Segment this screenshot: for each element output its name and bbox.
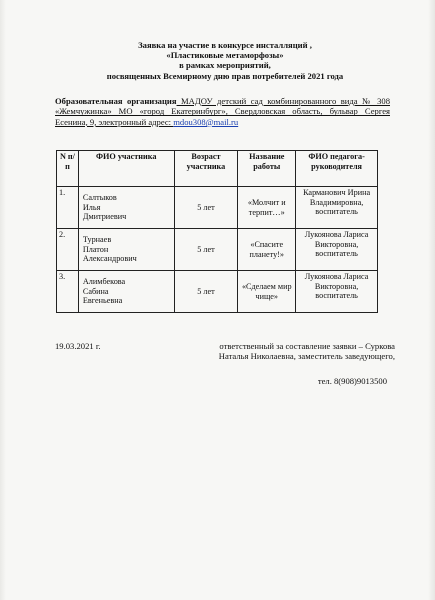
responsible-person [195, 341, 395, 362]
header-number: N п/п [57, 151, 79, 187]
patronymic: Дмитриевич [82, 212, 127, 222]
teacher-name: Карманович Ирина Владимировна, воспитатель [296, 187, 378, 229]
title-line-1: Заявка на участие в конкурсе инсталляций , [138, 40, 312, 50]
first-name: Платон [82, 244, 109, 254]
participant-name [78, 187, 174, 229]
row-number: 1. [57, 187, 79, 229]
participant-age: 5 лет [174, 271, 238, 313]
patronymic: Евгеньевна [82, 296, 123, 306]
work-title: «Сделаем мир чище» [238, 271, 296, 313]
organization-text: МАДОУ детский сад комбинированного вида № 308 «Жемчужинка» МО «город Екатеринбург», Свердловская область, бульвар Сергея Есенина, 9, электронный адрес: [55, 96, 390, 127]
table-row [57, 271, 378, 313]
surname: Алимбекова [82, 277, 126, 287]
header-work: Название работы [238, 151, 296, 187]
participants-table [56, 150, 378, 313]
participant-name [78, 271, 174, 313]
row-number: 3. [57, 271, 79, 313]
table-row [57, 229, 378, 271]
organization-info [55, 96, 390, 127]
teacher-name: Лукоянова Лариса Викторовна, воспитатель [296, 229, 378, 271]
header-fio: ФИО участника [78, 151, 174, 187]
table-row [57, 187, 378, 229]
teacher-name: Лукоянова Лариса Викторовна, воспитатель [296, 271, 378, 313]
participant-name [78, 229, 174, 271]
first-name: Илья [82, 202, 101, 212]
surname: Салтыков [82, 193, 117, 203]
row-number: 2. [57, 229, 79, 271]
title-line-3: в рамках мероприятий, [179, 60, 271, 71]
surname: Турнаев [82, 235, 112, 245]
first-name: Сабина [82, 286, 109, 296]
document-date: 19.03.2021 г. [55, 341, 101, 351]
document-title [40, 40, 410, 81]
organization-label: Образовательная организация [55, 96, 177, 106]
responsible-line-1: ответственный за составление заявки – Суркова [219, 341, 395, 351]
title-line-2: «Пластиковые метаморфозы» [166, 50, 284, 61]
responsible-line-2: Наталья Николаевна, заместитель заведующего, [218, 351, 395, 362]
phone-number: тел. 8(908)9013500 [317, 376, 387, 386]
patronymic: Александрович [82, 254, 137, 264]
participant-age: 5 лет [174, 229, 238, 271]
header-age: Возраст участника [174, 151, 238, 187]
title-line-4: посвященных Всемирному дню прав потребителей 2021 года [106, 70, 344, 81]
header-teacher: ФИО педагога-руководителя [296, 151, 378, 187]
participant-age: 5 лет [174, 187, 238, 229]
work-title: «Молчит и терпит…» [238, 187, 296, 229]
table-header-row [57, 151, 378, 187]
email-link[interactable]: mdou308@mail.ru [173, 116, 239, 127]
work-title: «Спасите планету!» [238, 229, 296, 271]
